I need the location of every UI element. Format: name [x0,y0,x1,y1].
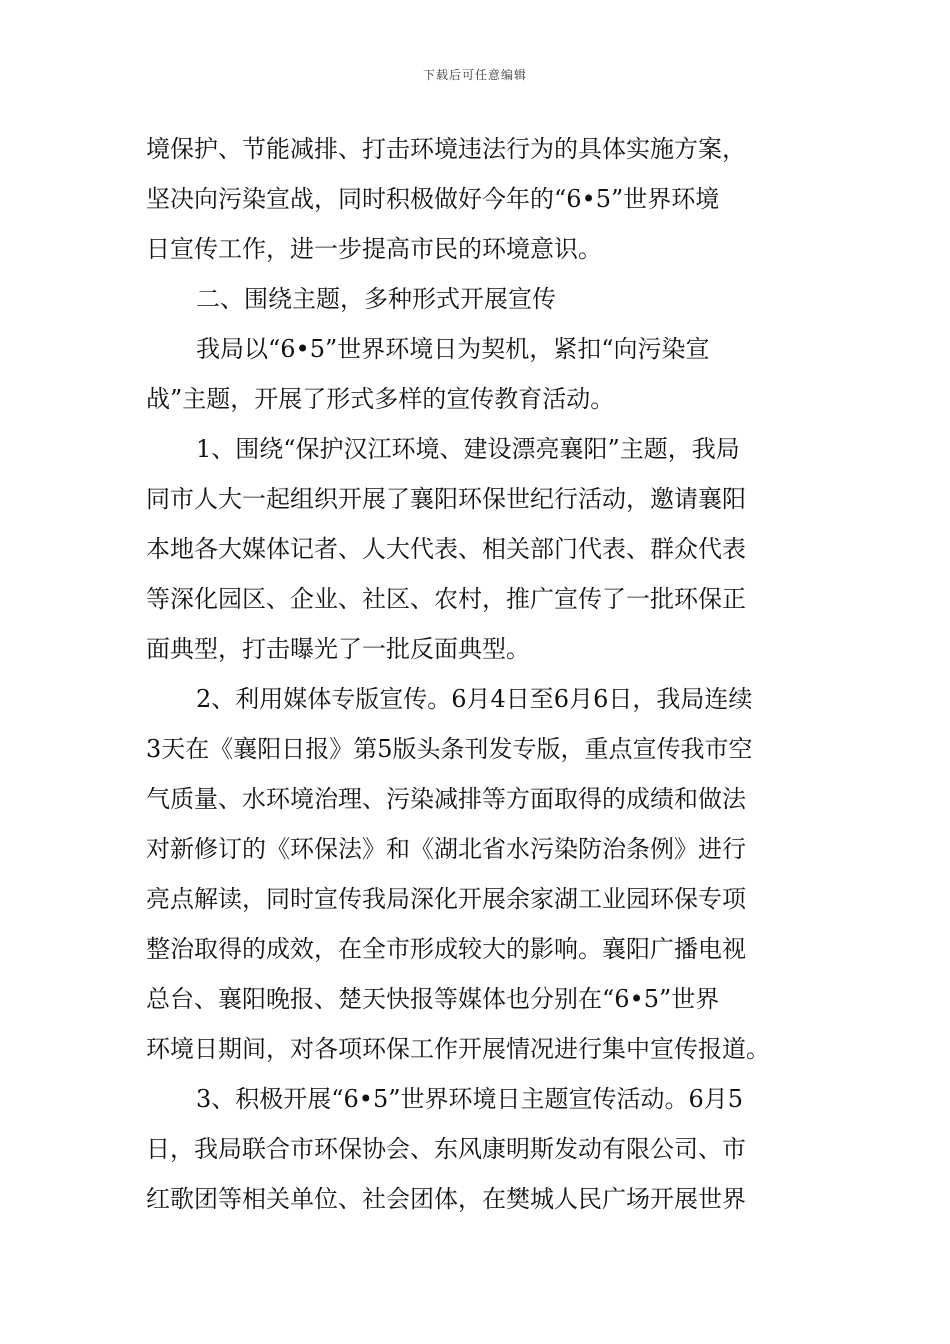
text-line: 境保护、节能减排、打击环境违法行为的具体实施方案， [146,135,746,163]
text-line: 环境日期间，对各项环保工作开展情况进行集中宣传报道。 [146,1035,770,1063]
text-line: 战”主题，开展了形式多样的宣传教育活动。 [146,385,615,413]
text-line: 坚决向污染宣战，同时积极做好今年的“6•5”世界环境 [146,185,720,213]
text-line: 我局以“6•5”世界环境日为契机，紧扣“向污染宣 [196,335,710,363]
text-line: 3、积极开展“6•5”世界环境日主题宣传活动。6月5 [196,1085,744,1113]
section-heading: 二、围绕主题，多种形式开展宣传 [196,285,556,313]
text-line: 1、围绕“保护汉江环境、建设漂亮襄阳”主题，我局 [196,435,740,463]
text-line: 本地各大媒体记者、人大代表、相关部门代表、群众代表 [146,535,746,563]
text-line: 红歌团等相关单位、社会团体，在樊城人民广场开展世界 [146,1185,746,1213]
text-line: 气质量、水环境治理、污染减排等方面取得的成绩和做法 [146,785,746,813]
text-line: 日，我局联合市环保协会、东风康明斯发动有限公司、市 [146,1135,746,1163]
text-line: 整治取得的成效，在全市形成较大的影响。襄阳广播电视 [146,935,746,963]
text-line: 等深化园区、企业、社区、农村，推广宣传了一批环保正 [146,585,746,613]
text-line: 对新修订的《环保法》和《湖北省水污染防治条例》进行 [146,835,746,863]
text-line: 日宣传工作，进一步提高市民的环境意识。 [146,235,602,263]
text-line: 3天在《襄阳日报》第5版头条刊发专版，重点宣传我市空 [146,735,753,763]
body-text [146,124,810,1224]
text-line: 面典型，打击曝光了一批反面典型。 [146,635,530,663]
header-note: 下载后可任意编辑 [422,68,527,82]
text-line: 同市人大一起组织开展了襄阳环保世纪行活动，邀请襄阳 [146,485,746,513]
text-line: 2、利用媒体专版宣传。6月4日至6月6日，我局连续 [196,685,753,713]
text-line: 亮点解读，同时宣传我局深化开展余家湖工业园环保专项 [146,885,746,913]
text-line: 总台、襄阳晚报、楚天快报等媒体也分别在“6•5”世界 [146,985,720,1013]
